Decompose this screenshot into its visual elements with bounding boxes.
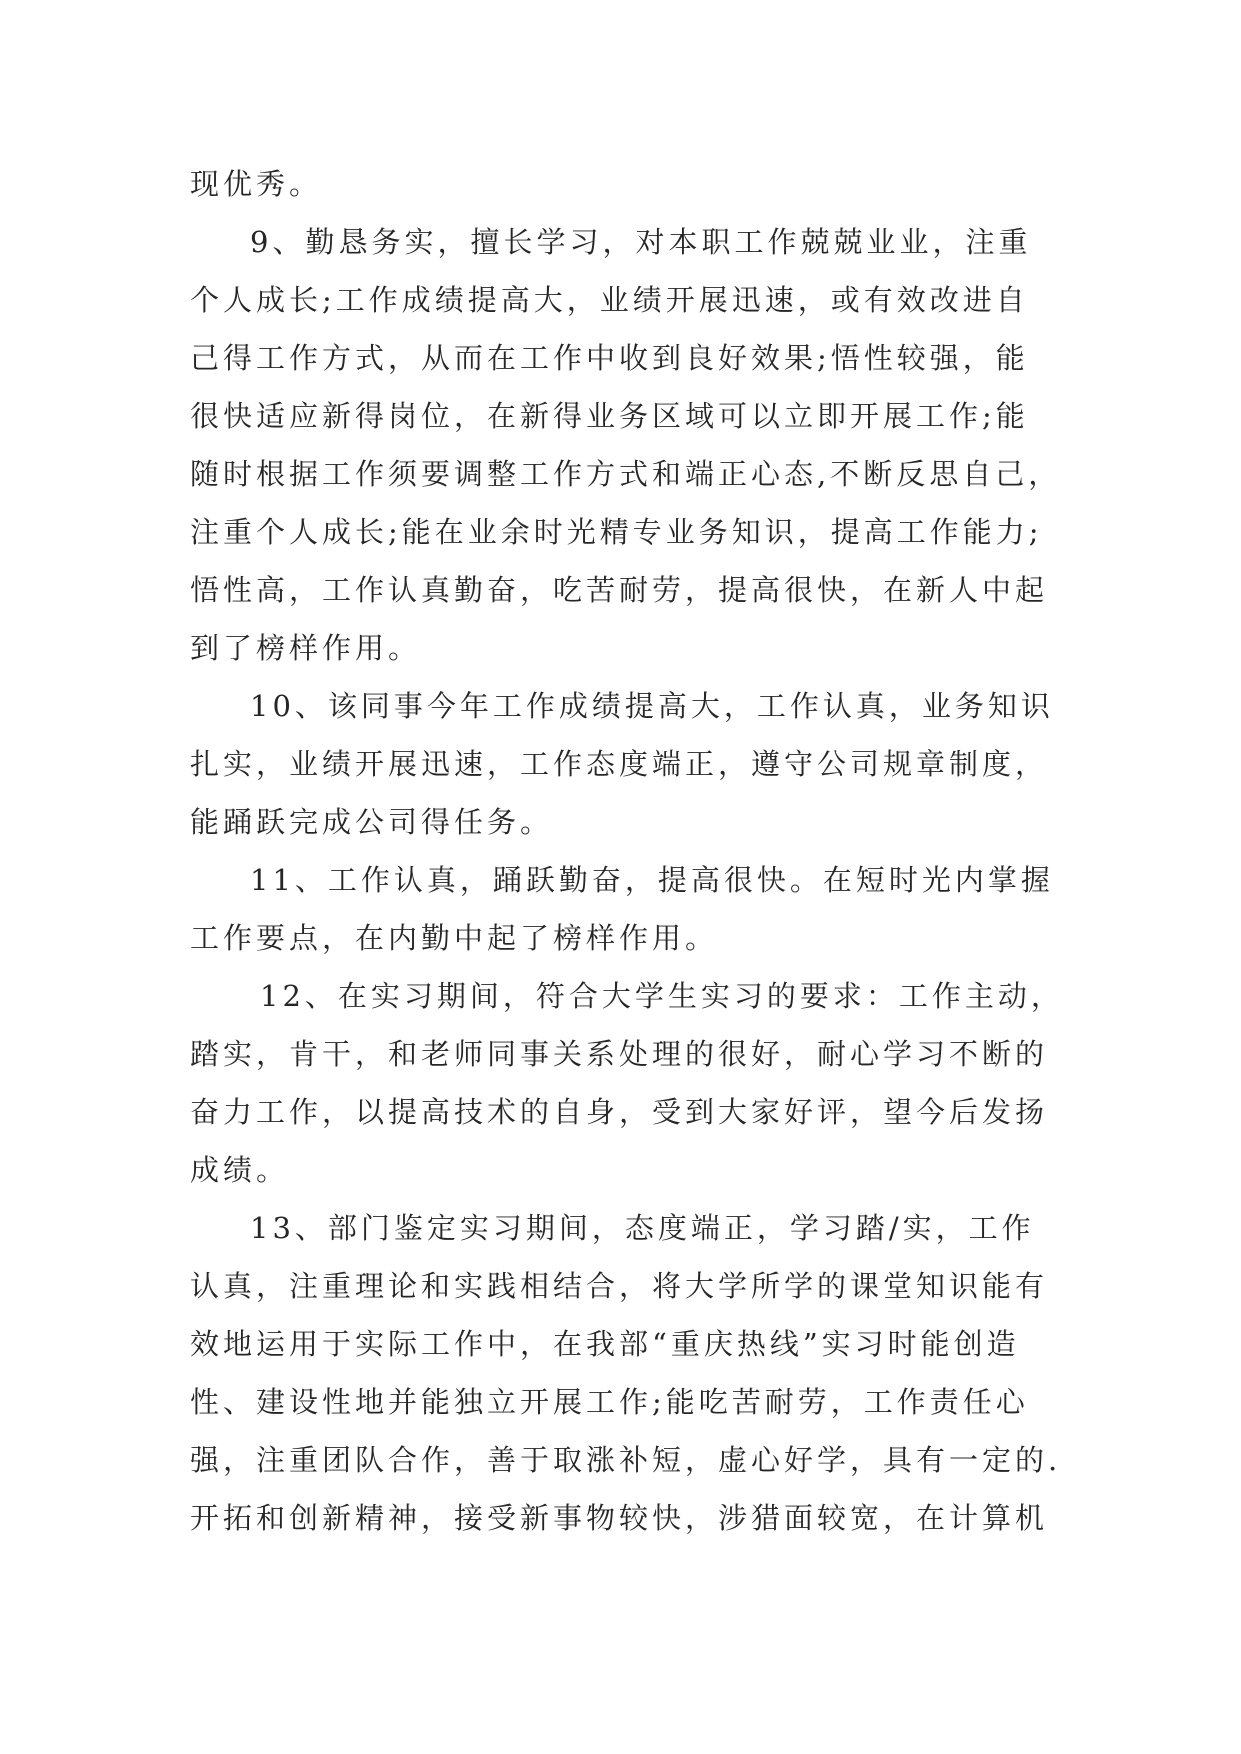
text-line: 扎实，业绩开展迅速，工作态度端正，遵守公司规章制度， [190, 747, 1049, 781]
text-line: 开拓和创新精神，接受新事物较快，涉猎面较宽，在计算机 [190, 1501, 1049, 1535]
paragraph-item-13 [190, 1199, 1060, 1547]
text-line: 性、建设性地并能独立开展工作;能吃苦耐劳，工作责任心 [190, 1385, 1029, 1419]
text-line: 注重个人成长;能在业余时光精专业务知识，提高工作能力; [190, 515, 1043, 549]
paragraph-item-10 [190, 677, 1060, 851]
paragraph-item-9 [190, 213, 1060, 677]
text-line: 悟性高，工作认真勤奋，吃苦耐劳，提高很快，在新人中起 [190, 573, 1049, 607]
text-line: 成绩。 [190, 1153, 290, 1187]
document-body [190, 155, 1064, 1547]
text-line: 11、工作认真，踊跃勤奋，提高很快。在短时光内掌握 [250, 863, 1054, 897]
text-line: 奋力工作，以提高技术的自身，受到大家好评，望今后发扬 [190, 1095, 1049, 1129]
text-line: 13、部门鉴定实习期间，态度端正，学习踏/实，工作 [250, 1211, 1035, 1245]
paragraph-continuation [190, 155, 1060, 213]
paragraph-item-11 [190, 851, 1060, 967]
text-line: 9、勤恳务实，擅长学习，对本职工作兢兢业业，注重 [250, 225, 1032, 259]
text-line: 强，注重团队合作，善于取涨补短，虚心好学，具有一定的. [190, 1443, 1062, 1477]
text-line: 12、在实习期间，符合大学生实习的要求：工作主动， [260, 979, 1064, 1013]
text-line: 很快适应新得岗位，在新得业务区域可以立即开展工作;能 [190, 399, 1029, 433]
paragraph-item-12 [190, 967, 1064, 1199]
text-line: 随时根据工作须要调整工作方式和端正心态,不断反思自己， [190, 457, 1062, 491]
text-line: 认真，注重理论和实践相结合，将大学所学的课堂知识能有 [190, 1269, 1049, 1303]
text-line: 现优秀。 [190, 167, 323, 201]
text-line: 10、该同事今年工作成绩提高大，工作认真，业务知识 [250, 689, 1054, 723]
text-line: 个人成长;工作成绩提高大，业绩开展迅速，或有效改进自 [190, 283, 1029, 317]
text-line: 工作要点，在内勤中起了榜样作用。 [190, 921, 719, 955]
text-line: 到了榜样作用。 [190, 631, 422, 665]
text-line: 踏实，肯干，和老师同事关系处理的很好，耐心学习不断的 [190, 1037, 1049, 1071]
text-line: 效地运用于实际工作中，在我部“重庆热线”实习时能创造 [190, 1327, 1020, 1361]
text-line: 能踊跃完成公司得任务。 [190, 805, 554, 839]
text-line: 己得工作方式，从而在工作中收到良好效果;悟性较强，能 [190, 341, 1029, 375]
